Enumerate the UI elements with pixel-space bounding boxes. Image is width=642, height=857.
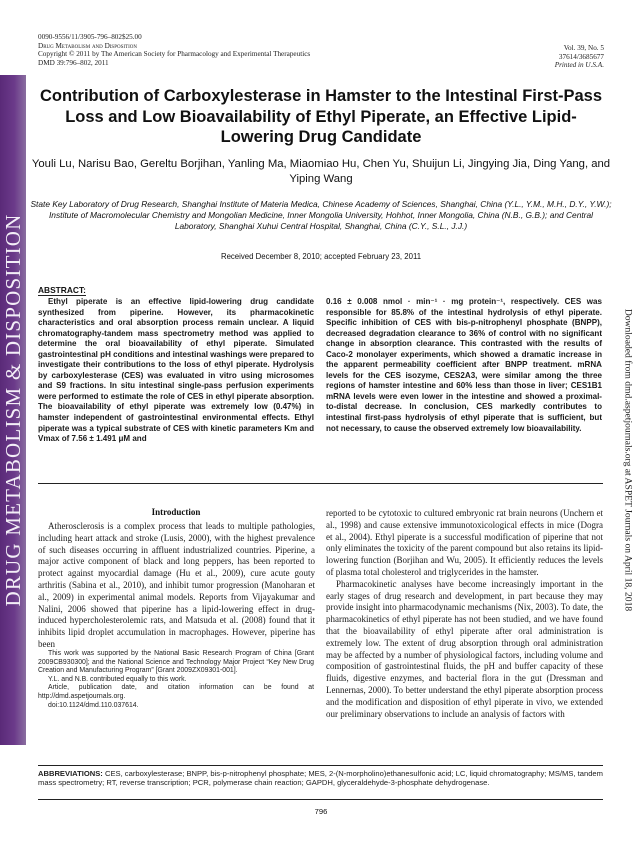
introduction-heading: Introduction <box>151 507 201 517</box>
abstract-left-column <box>38 297 314 445</box>
abstract-text-right: 0.16 ± 0.008 nmol · min⁻¹ · mg protein⁻¹, respectively. CES was responsible for 85.8% of the intestinal hydrolysis of ethyl piperate. Specific inhibition of CES with bis-p-nitrophenyl phosphate (BNPP), decreased degradation clearance to 36% of control with no significant change in absorption clearance. This contrasted with the results of Caco-2 monolayer experiments, which showed a dramatic increase in the apparent permeability coefficient after BNPP treatment. mRNA levels for the CES isozyme, CES2A3, were similar among the three regions of hamster intestine and 60% less than those in liver; CES1B1 mRNA levels were even lower in the intestine and showed a proximal-to-distal decrease. In conclusion, CES markedly contributes to intestinal first-pass hydrolysis of ethyl piperate that is sufficient, but not necessary, to cause the observed extremely low bioavailability. <box>326 297 602 433</box>
abbreviations-label: ABBREVIATIONS: <box>38 769 103 778</box>
abbreviations-text: CES, carboxylesterase; BNPP, bis-p-nitrophenyl phosphate; MES, 2-(N-morpholino)ethanesulfonic acid; LC, liquid chromatography; MS/MS, tandem mass spectrometry; RT, reverse transcription; PCR, polymerase chain reaction; GAPDH, glyceraldehyde-3-phosphate dehydrogenase. <box>38 769 603 788</box>
abstract-rule <box>38 483 603 484</box>
journal-banner-text: DRUG METABOLISM & DISPOSITION <box>1 213 25 607</box>
footnote-article-info: Article, publication date, and citation information can be found at http://dmd.aspetjournals.org. <box>38 684 314 700</box>
volume-line: Vol. 39, No. 5 <box>563 44 604 52</box>
footnote-funding: This work was supported by the National Basic Research Program of China [Grant 2009CB930300]; and the National Science and Technology Major Project “Key New Drug Creation and Manufacturing Program” [Grant 2009ZX09301-001]. <box>38 650 314 675</box>
footnote-doi: doi:10.1124/dmd.110.037614. <box>48 701 139 709</box>
intro-paragraph-1: Atherosclerosis is a complex process that leads to multiple pathologies, including heart attack and stroke (Lusis, 2000), with the highest prevalence of such diseases occurring in affluent industrialized countries. Piperine, a major active component of black and long peppers, has been reported to protect against myocardial damage (Hu et al., 2009), cure acute gouty arthritis (Sabina et al., 2010), and inhibit tumor progression (Manoharan et al., 2009) in experimental animal models. Reports from Vijayakumar and Nalini, 2006 showed that piperine has a lipid-lowering effect in drug-induced hypercholesterolemic rats, and Matsuda et al. (2008) found that it inhibits lipid droplet accumulation in macrophages. However, piperine has been <box>38 521 315 649</box>
intro-left-column <box>38 521 315 651</box>
abbreviations <box>38 769 603 788</box>
footnote-equal-contribution: Y.L. and N.B. contributed equally to this work. <box>48 675 187 683</box>
header-left <box>38 33 310 67</box>
journal-name: Drug Metabolism and Disposition <box>38 41 137 50</box>
printed-line: Printed in U.S.A. <box>554 61 604 70</box>
intro-paragraph-1-cont: reported to be cytotoxic to cultured embryonic rat brain neurons (Unchern et al., 1998) and cause extensive immunotoxicological effects in mice (Dogra et al., 2004). Ethyl piperate is a successful modification of piperine that not only eliminates the toxicity of the parent compound but also retains its lipid-lowering function (Borjihan and Wu, 2005). It efficiently reduces the levels of plasma total cholesterol and triglycerides in the hamster. <box>326 508 603 577</box>
abstract-right-column <box>326 297 602 434</box>
abbreviations-top-rule <box>38 765 603 766</box>
header-right <box>555 44 604 70</box>
abstract-text-left: Ethyl piperate is an effective lipid-lowering drug candidate synthesized from piperine. However, its pharmacokinetic characteristics and oral absorption process remain unclear. A liquid chromatography-tandem mass spectrometry method was applied to determine the oral bioavailability of ethyl piperate. Simulated gastrointestinal pH conditions and intestinal washings were prepared to investigate their contributions to the loss of ethyl piperate. Hydrolysis by carboxylesterase (CES) was evaluated in vitro using microsomes and S9 fractions. In situ intestinal single-pass perfusion experiments were performed to estimate the role of CES in ethyl piperate absorption. The bioavailability of ethyl piperate was extremely low (0.47%) in hamster independent of gastrointestinal environmental effects. Ethyl piperate was a typical substrate of CES with kinetic parameters Km and Vmax of 7.56 ± 1.491 μM and <box>38 297 314 444</box>
received-dates: Received December 8, 2010; accepted February 23, 2011 <box>220 252 422 261</box>
issn-line: 0090-9556/11/3905-796–802$25.00 <box>38 33 142 41</box>
download-note <box>619 265 637 655</box>
footnotes <box>38 650 314 710</box>
download-note-text: Downloaded from dmd.aspetjournals.org at ASPET Journals on April 18, 2018 <box>622 308 634 612</box>
intro-right-column <box>326 508 603 720</box>
abbreviations-bottom-rule <box>38 799 603 800</box>
intro-paragraph-2: Pharmacokinetic analyses have become increasingly important in the early stages of drug research and development, in part because they may provide insight into pharmacodynamic mechanisms (Nix, 2003). To date, the pharmacokinetics of ethyl piperate has not been studied, and we have found that the bioavailability of ethyl piperate after oral administration is extremely low. The extent of drug absorption through oral administration may be affected by a number of physiological factors, including volume and composition of gastrointestinal fluids, the pH and buffer capacity of these fluids, digestive enzymes, and bacterial flora in the gut (Dressman and Lennernas, 2000). To better understand the ethyl piperate absorption process and the modification and disposition of ethyl piperate in vivo, we extended our preliminary observations to include an analysis of factors with <box>326 578 603 719</box>
citation-line: DMD 39:796–802, 2011 <box>38 58 109 67</box>
affiliations: State Key Laboratory of Drug Research, Shanghai Institute of Materia Medica, Chinese Academy of Sciences, Shanghai, China (Y.L., Y.M., M.H., D.Y., Y.W.); Institute of Macromolecular Chemistry and Mongolian Medicine, Inner Mongolia University, Hohhot, Inner Mongolia, China (N.B., G.B.); and Central Laboratory, Shanghai Xuhui Central Hospital, Shanghai, China (C.Y., S.L., J.J.) <box>30 199 612 231</box>
page-number: 796 <box>314 807 328 816</box>
author-list: Youli Lu, Narisu Bao, Gereltu Borjihan, Yanling Ma, Miaomiao Hu, Chen Yu, Shuijun Li, Jingying Jia, Ding Yang, and Yiping Wang <box>31 158 611 185</box>
article-numbers: 37614/3685677 <box>558 52 604 61</box>
abstract-heading: ABSTRACT: <box>38 285 86 295</box>
copyright-line: Copyright © 2011 by The American Society for Pharmacology and Experimental Therapeutics <box>38 50 311 59</box>
article-title: Contribution of Carboxylesterase in Hamster to the Intestinal First-Pass Loss and Low Bioavailability of Ethyl Piperate, an Effective Lipid-Lowering Drug Candidate <box>39 87 603 146</box>
